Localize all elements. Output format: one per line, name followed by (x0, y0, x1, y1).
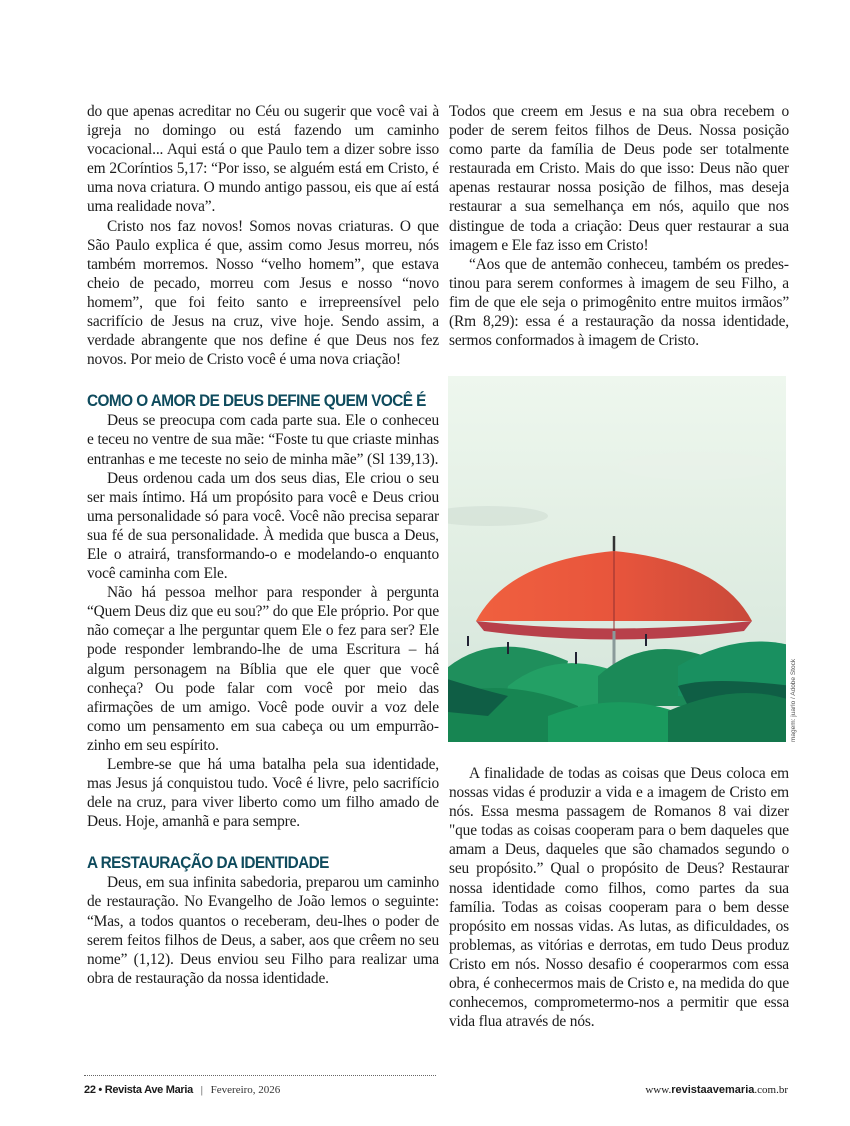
right-column-top (449, 102, 789, 350)
paragraph: Todos que creem em Jesus e na sua obra recebem o poder de serem feitos filhos de Deus. Nossa posição como parte da família de Deus pode ser totalmente restaurada em Cristo. Mais do que isso: Deus não quer apenas restaurar nossa posição de filhos, mas deseja restaurar a sua semelhança em nós, aquilo que nos distingue de toda a criação: Deus quer restaurar a sua imagem e Ele faz isso em Cristo! (449, 103, 789, 254)
paragraph: Deus se preocupa com cada parte sua. Ele o conheceu e teceu no ventre de sua mãe: “Foste tu que criaste minhas entranhas e me teceste no seio de minha mãe” (Sl 139,13). (87, 412, 439, 468)
footer-left (84, 1084, 280, 1096)
issue-date: Fevereiro, 2026 (210, 1084, 281, 1096)
paragraph: do que apenas acreditar no Céu ou sugerir que você vai à igreja no domingo ou está fazendo um caminho vocacional... Aqui está o que Paulo tem a dizer sobre isso em 2Coríntios 5,17: “Por isso, se alguém está em Cristo, é uma nova criatura. O mundo antigo passou, eis que aí está uma realidade nova”. (87, 103, 439, 216)
paragraph: Lembre-se que há uma batalha pela sua identidade, mas Jesus já conquistou tudo. Você é livre, pelo sacrifício dele na cruz, para viver liberto como um filho amado de Deus. Hoje, amanhã e para sempre. (87, 756, 439, 831)
magazine-name: Revista Ave Maria (104, 1084, 193, 1096)
umbrella-illustration-icon (448, 376, 786, 742)
paragraph: “Aos que de antemão conheceu, também os predestinou para serem conformes à imagem de seu Filho, a fim de que ele seja o primogênito entre muitos irmãos” (Rm 8,29): essa é a restauração da nossa identidade, sermos conformados à imagem de Cristo. (449, 255, 789, 350)
paragraph: Deus ordenou cada um dos seus dias, Ele criou o seu ser mais íntimo. Há um propósito para você e Deus criou uma personalidade só para você. Você não precisa separar sua fé de sua personalidade. À medida que busca a Deus, Ele o atrairá, transformando-o e modelando-o enquanto você caminha com Ele. (87, 469, 439, 583)
url-domain: revistaavemaria (671, 1084, 755, 1096)
right-column-bottom (449, 764, 789, 1031)
section-heading: COMO O AMOR DE DEUS DEFINE QUEM VOCÊ É (87, 392, 426, 411)
url-suffix: .com.br (754, 1084, 788, 1096)
url-prefix: www. (645, 1084, 672, 1096)
umbrella-photo (448, 376, 786, 742)
footer-separator: | (200, 1084, 203, 1096)
section-heading: A RESTAURAÇÃO DA IDENTIDADE (87, 854, 329, 873)
website-link[interactable] (645, 1084, 788, 1096)
paragraph: A finalidade de todas as coisas que Deus coloca em nossas vidas é produzir a vida e a imagem de Cristo em nós. Essa mesma passagem de Romanos 8 vai dizer "que todas as coisas cooperam para o bem daqueles que amam a Deus, daqueles que são chamados segundo o seu propósito.” Qual o propósito de Deus? Restaurar nossa identidade como filhos, como partes da sua família. Todas as coisas cooperam para o bem desse propósito em nossas vidas. As lutas, as dificuldades, os problemas, as vitórias e derrotas, em tudo Deus produz Cristo em nós. Nosso desafio é cooperarmos com essa obra, é conhecermos mais de Cristo e, na medida do que conhecemos, comprometermo-nos a permitir que essa vida flua através de nós. (449, 765, 789, 1031)
paragraph: Não há pessoa melhor para responder à pergunta “Quem Deus diz que eu sou?” do que Ele próprio. Por que não começar a lhe perguntar quem Ele o fez para ser? Ele pode responder lembrando-lhe de uma Escritura – há algum personagem na Bíblia que ele quer que você conheça? Ou pode falar com você por meio das afirmações de um amigo. Você pode ouvir a voz dele como um pensamento em sua cabeça ou um empurrãozinho em seu espírito. (87, 584, 439, 754)
footer-divider (84, 1075, 436, 1076)
photo-credit: magem: juarlo / Adobe Stock (790, 658, 797, 742)
paragraph: Deus, em sua infinita sabedoria, preparou um caminho de restauração. No Evangelho de João lemos o seguinte: “Mas, a todos quantos o receberam, deu-lhes o poder de serem feitos filhos de Deus, a saber, aos que crêem no seu nome” (1,12). Deus enviou seu Filho para realizar uma obra de restauração da nossa identidade. (87, 874, 439, 987)
page-number: 22 (84, 1084, 96, 1096)
paragraph: Cristo nos faz novos! Somos novas criaturas. O que São Paulo explica é que, assim como Jesus morreu, nós também morremos. Nosso “velho homem”, que estava cheio de pecado, morreu com Jesus e nosso “novo homem”, que foi feito santo e irrepreensível pelo sacrifício de Jesus na cruz, vive hoje. Sendo assim, a verdade abrangente que nos define é que Deus nos fez novos. Por meio de Cristo você é uma nova criação! (87, 217, 439, 369)
bullet: • (98, 1084, 102, 1096)
left-column (87, 102, 439, 988)
